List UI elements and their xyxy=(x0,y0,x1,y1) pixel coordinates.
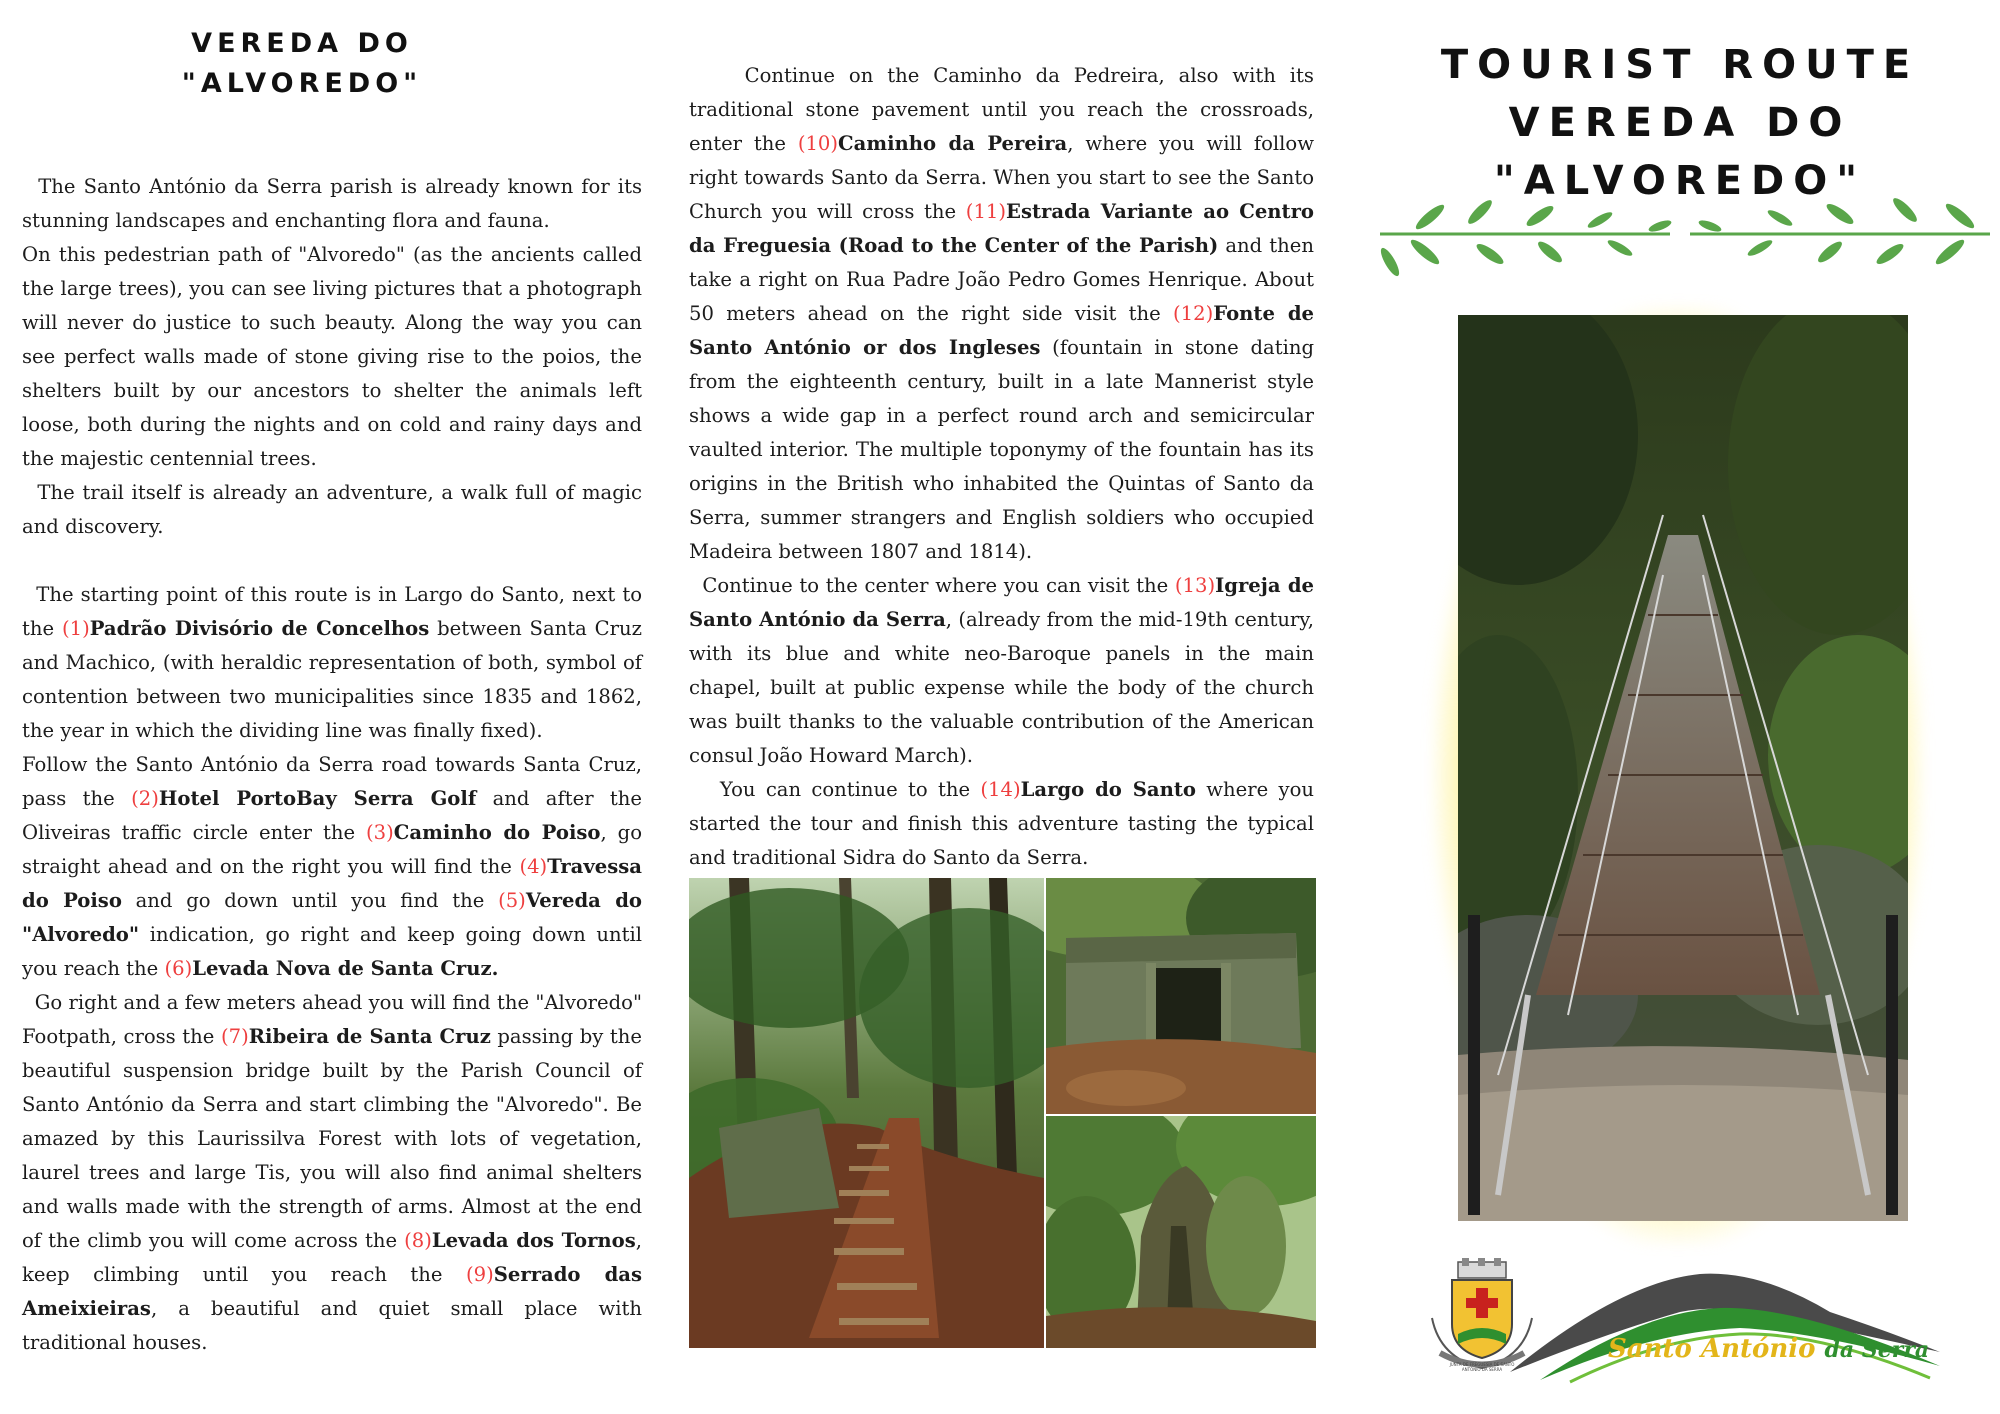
route-stop-name: Vereda do "Alvoredo" xyxy=(22,889,642,946)
left-paragraph-6: Go right and a few meters ahead you will find the "Alvoredo" Footpath, cross the (7)Ribeira de Santa Cruz passing by the beautiful suspension bridge built by the Parish Council of Santo António da Serra and start climbing the "Alvoredo". Be amazed by this Laurissilva Forest with lots of vegetation, laurel trees and large Tis, you will also find animal shelters and walls made with the strength of arms. Almost at the end of the climb you will come across the (8)Levada dos Tornos, keep climbing until you reach the (9)Serrado das Ameixieiras, a beautiful and quiet small place with traditional houses. xyxy=(22,991,642,1354)
route-stop-number: (9) xyxy=(466,1263,494,1286)
route-stop-name: Ribeira de Santa Cruz xyxy=(248,1025,491,1048)
route-stop-number: (2) xyxy=(131,787,159,810)
route-stop-number: (7) xyxy=(220,1025,249,1048)
left-title xyxy=(0,24,642,104)
stone-shelter-photo xyxy=(1046,878,1316,1114)
parish-logo xyxy=(1500,1262,1940,1386)
route-stop-number: (3) xyxy=(366,821,394,844)
middle-paragraph-2: Continue to the center where you can visit the (13)Igreja de Santo António da Serra, (already from the mid-19th century, with its blue and white neo-Baroque panels in the main chapel, built at public expense while the body of the church was built thanks to the valuable contribution of the American consul João Howard March). xyxy=(689,574,1314,767)
route-stop-name: Largo do Santo xyxy=(1020,778,1196,801)
logo-text xyxy=(1608,1334,1929,1364)
left-paragraph-4: The starting point of this route is in Largo do Santo, next to the (1)Padrão Divisório de Concelhos between Santa Cruz and Machico, (with heraldic representation of both, symbol of contention between two municipalities since 1835 and 1862, the year in which the dividing line was finally fixed). xyxy=(22,583,642,742)
route-stop-number: (13) xyxy=(1174,574,1216,597)
forest-path-photo xyxy=(689,878,1044,1348)
centennial-tree-photo xyxy=(1046,1116,1316,1348)
route-stop-name: Caminho da Pereira xyxy=(838,132,1068,155)
left-paragraph-3: The trail itself is already an adventure, a walk full of magic and discovery. xyxy=(22,481,642,538)
route-stop-name: Padrão Divisório de Concelhos xyxy=(89,617,430,640)
logo-text-yellow: da Serra xyxy=(1824,1337,1930,1363)
route-stop-name: Levada dos Tornos xyxy=(431,1229,636,1252)
route-stop-name: Serrado das Ameixieiras xyxy=(22,1263,642,1320)
left-column xyxy=(22,24,642,1360)
left-paragraph-2: On this pedestrian path of "Alvoredo" (as the ancients called the large trees), you can see living pictures that a photograph will never do justice to such beauty. Along the way you can see perfect walls made of stone giving rise to the poios, the shelters built by our ancestors to shelter the animals left loose, both during the nights and on cold and rainy days and the majestic centennial trees. xyxy=(22,243,642,470)
route-stop-number: (4) xyxy=(519,855,548,878)
route-stop-name: Fonte de Santo António or dos Ingleses xyxy=(689,302,1314,359)
left-paragraph-1: The Santo António da Serra parish is already known for its stunning landscapes and enchanting flora and fauna. xyxy=(22,175,642,232)
middle-column xyxy=(689,59,1314,875)
cover-title-line3: "ALVOREDO" xyxy=(1493,158,1867,204)
route-stop-number: (1) xyxy=(61,617,90,640)
cover-title-line1: TOURIST ROUTE xyxy=(1440,42,1920,88)
middle-paragraph-3: You can continue to the (14)Largo do Santo where you started the tour and finish this adventure tasting the typical and traditional Sidra do Santo da Serra. xyxy=(689,778,1314,869)
middle-body-text xyxy=(689,59,1314,875)
left-body-text xyxy=(22,170,642,1360)
route-stop-number: (12) xyxy=(1173,302,1214,325)
route-stop-number: (5) xyxy=(498,889,526,912)
route-stop-name: Levada Nova de Santa Cruz. xyxy=(192,957,499,980)
cover-title-line2: VEREDA DO xyxy=(1508,100,1852,146)
route-stop-name: Caminho do Poiso xyxy=(393,821,601,844)
route-stop-name: Hotel PortoBay Serra Golf xyxy=(158,787,477,810)
route-stop-name: Travessa do Poiso xyxy=(22,855,642,912)
route-stop-name: Igreja de Santo António da Serra xyxy=(689,574,1314,631)
route-stop-number: (10) xyxy=(797,132,839,155)
route-stop-number: (14) xyxy=(980,778,1021,801)
leaf-branch-divider xyxy=(1370,182,2000,282)
route-stop-number: (8) xyxy=(404,1229,432,1252)
route-stop-number: (6) xyxy=(164,957,193,980)
route-stop-name: Estrada Variante ao Centro da Freguesia (Road to the Center of the Parish) xyxy=(689,200,1315,257)
crest-text: JUNTA DE FREGUESIA DE SANTO ANTÓNIO DA SERRA xyxy=(1449,1362,1515,1372)
logo-text-green: Santo António xyxy=(1608,1334,1816,1364)
left-paragraph-5: Follow the Santo António da Serra road towards Santa Cruz, pass the (2)Hotel PortoBay Serra Golf and after the Oliveiras traffic circle enter the (3)Caminho do Poiso, go straight ahead and on the right you will find the (4)Travessa do Poiso and go down until you find the (5)Vereda do "Alvoredo" indication, go right and keep going down until you reach the (6)Levada Nova de Santa Cruz. xyxy=(22,753,643,980)
middle-paragraph-1: Continue on the Caminho da Pedreira, also with its traditional stone pavement until you reach the crossroads, enter the (10)Caminho da Pereira, where you will follow right towards Santo da Serra. When you start to see the Santo Church you will cross the (11)Estrada Variante ao Centro da Freguesia (Road to the Center of the Parish) and then take a right on Rua Padre João Pedro Gomes Henrique. About 50 meters ahead on the right side visit the (12)Fonte de Santo António or dos Ingleses (fountain in stone dating from the eighteenth century, built in a late Mannerist style shows a wide gap in a perfect round arch and semicircular vaulted interior. The multiple toponymy of the fountain has its origins in the British who inhabited the Quintas of Santo da Serra, summer strangers and English soldiers who occupied Madeira between 1807 and 1814). xyxy=(689,64,1315,563)
left-title-line1: VEREDA DO xyxy=(191,28,413,59)
route-stop-number: (11) xyxy=(965,200,1007,223)
left-title-line2: "ALVOREDO" xyxy=(181,68,423,99)
suspension-bridge-photo xyxy=(1458,315,1908,1221)
